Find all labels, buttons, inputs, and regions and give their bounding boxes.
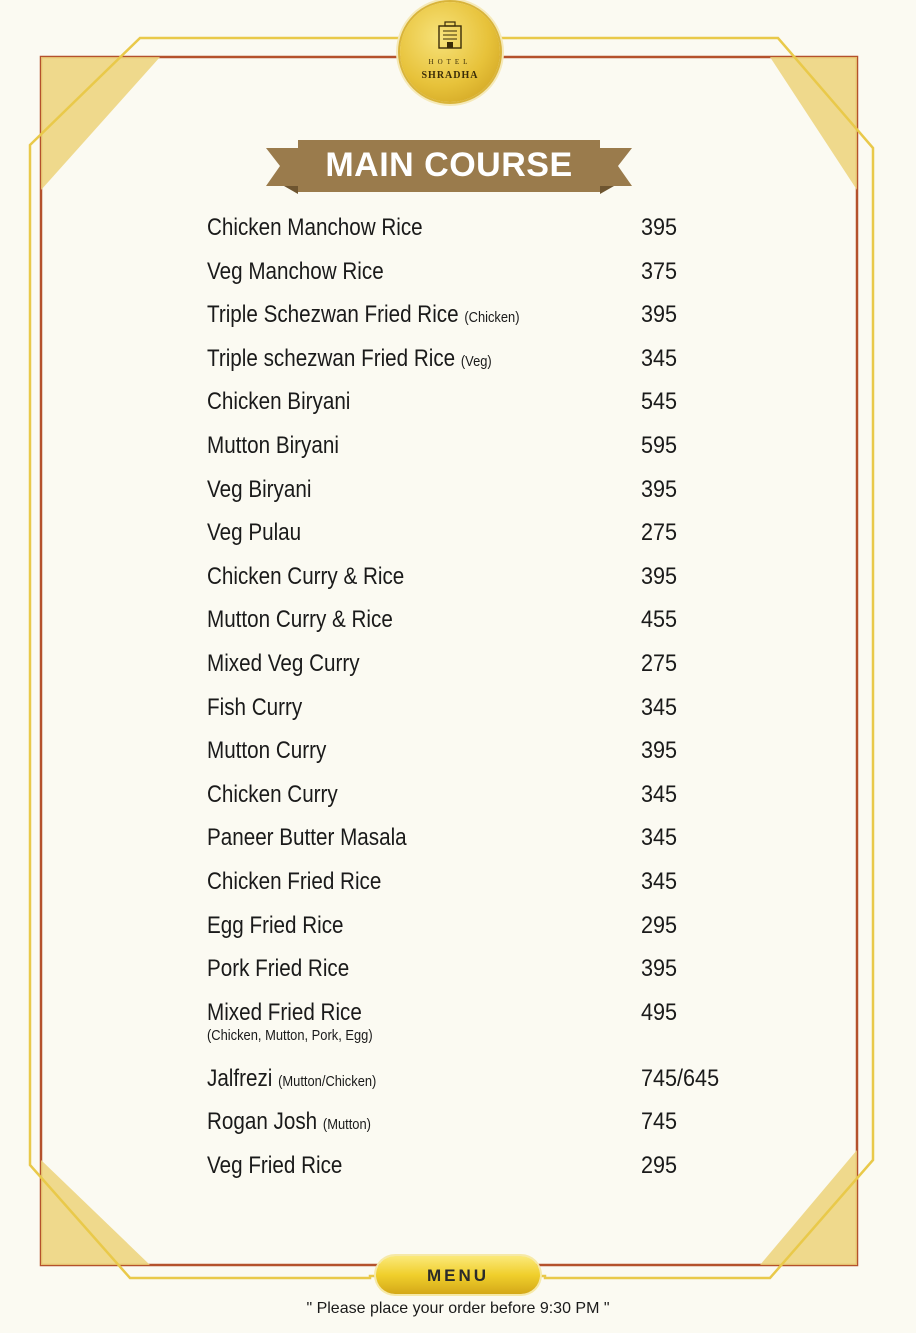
menu-item-name [207, 432, 339, 460]
menu-item-name [207, 694, 302, 722]
menu-item-name-text: Mutton Biryani [207, 431, 339, 459]
menu-item [207, 779, 767, 823]
menu-item-name [207, 214, 423, 242]
menu-item-name [207, 868, 381, 896]
logo-hotel-label: HOTEL [428, 58, 472, 66]
menu-item-name-text: Mixed Veg Curry [207, 649, 360, 677]
menu-item-name-text: Chicken Curry & Rice [207, 562, 405, 590]
menu-item-name [207, 476, 311, 504]
hotel-logo [400, 2, 500, 102]
menu-item-note: (Chicken) [464, 309, 520, 327]
menu-item-price: 345 [641, 780, 678, 808]
menu-item-price: 595 [641, 431, 678, 459]
menu-item [207, 997, 767, 1063]
menu-item-name-text: Triple schezwan Fried Rice [207, 344, 456, 372]
menu-item-name [207, 345, 492, 373]
corner-top-right [770, 57, 857, 190]
menu-item-name [207, 999, 362, 1027]
menu-item [207, 953, 767, 997]
menu-item-name [207, 781, 338, 809]
menu-item-price: 295 [641, 1151, 678, 1179]
menu-item [207, 430, 767, 474]
menu-item [207, 517, 767, 561]
menu-item-name-text: Paneer Butter Masala [207, 824, 407, 852]
menu-item-price: 545 [641, 388, 678, 416]
menu-item-subtitle: (Chicken, Mutton, Pork, Egg) [207, 1026, 373, 1044]
menu-item [207, 386, 767, 430]
menu-item-price: 345 [641, 693, 678, 721]
menu-item [207, 256, 767, 300]
menu-item-name [207, 1108, 371, 1136]
menu-item-name-text: Egg Fried Rice [207, 911, 344, 939]
menu-item-name [207, 912, 344, 940]
menu-item-name-text: Rogan Josh [207, 1108, 318, 1136]
menu-item-name [207, 388, 350, 416]
menu-item-price: 395 [641, 955, 678, 983]
menu-label: MENU [376, 1256, 540, 1294]
menu-item [207, 604, 767, 648]
menu-item-price: 745 [641, 1108, 678, 1136]
menu-item [207, 822, 767, 866]
menu-item-name-text: Veg Pulau [207, 519, 302, 547]
menu-item [207, 1063, 767, 1107]
menu-item-name [207, 1065, 376, 1093]
menu-item-name [207, 258, 384, 286]
building-icon [436, 20, 464, 50]
menu-item [207, 212, 767, 256]
menu-item-name-text: Chicken Curry [207, 780, 338, 808]
menu-item-name-text: Triple Schezwan Fried Rice [207, 301, 459, 329]
logo-hotel-name: SHRADHA [421, 70, 479, 81]
menu-item [207, 474, 767, 518]
page-title: MAIN COURSE [325, 146, 573, 184]
menu-item-name-text: Pork Fried Rice [207, 955, 350, 983]
menu-item-name [207, 650, 360, 678]
menu-item [207, 735, 767, 779]
menu-item-price: 395 [641, 737, 678, 765]
menu-item [207, 299, 767, 343]
menu-item-name-text: Veg Fried Rice [207, 1151, 343, 1179]
menu-item-name [207, 955, 349, 983]
menu-item-name [207, 606, 393, 634]
menu-item-name [207, 519, 301, 547]
corner-bottom-right [760, 1150, 857, 1265]
menu-item-name-text: Veg Manchow Rice [207, 257, 384, 285]
menu-item [207, 648, 767, 692]
menu-item [207, 910, 767, 954]
corner-bottom-left [41, 1160, 150, 1265]
menu-item-price: 275 [641, 519, 678, 547]
menu-item-price: 375 [641, 257, 678, 285]
menu-item-name-text: Chicken Manchow Rice [207, 214, 423, 241]
menu-item-price: 745/645 [641, 1064, 720, 1092]
menu-item-price: 345 [641, 867, 678, 895]
menu-item-name [207, 301, 520, 329]
menu-item-note: (Veg) [460, 352, 492, 370]
menu-item-price: 345 [641, 824, 678, 852]
menu-item-name-text: Mutton Curry & Rice [207, 606, 393, 634]
menu-item-name-text: Chicken Fried Rice [207, 867, 382, 895]
menu-item-price: 395 [641, 301, 678, 329]
menu-item [207, 866, 767, 910]
menu-item-name [207, 1152, 342, 1180]
menu-item-price: 455 [641, 606, 678, 634]
menu-item-price: 295 [641, 911, 678, 939]
menu-item-name-text: Mixed Fried Rice [207, 998, 362, 1026]
menu-item-note: (Mutton/Chicken) [278, 1072, 377, 1090]
menu-item [207, 1150, 767, 1194]
menu-item [207, 561, 767, 605]
menu-item-price: 395 [641, 475, 678, 503]
menu-item-name [207, 737, 326, 765]
menu-item-name-text: Fish Curry [207, 693, 303, 721]
menu-item-name [207, 563, 404, 591]
menu-item-price: 395 [641, 214, 678, 241]
menu-item [207, 343, 767, 387]
menu-item-price: 345 [641, 344, 678, 372]
menu-item [207, 1106, 767, 1150]
menu-item-name-text: Veg Biryani [207, 475, 312, 503]
menu-item-name-text: Chicken Biryani [207, 388, 351, 416]
menu-item-note: (Mutton) [322, 1116, 371, 1134]
menu-item [207, 692, 767, 736]
menu-item-price: 275 [641, 649, 678, 677]
menu-item-name [207, 824, 407, 852]
order-notice: " Please place your order before 9:30 PM " [306, 1300, 610, 1317]
menu-item-price: 395 [641, 562, 678, 590]
menu-item-name-text: Jalfrezi [207, 1064, 273, 1092]
menu-item-price: 495 [641, 998, 678, 1026]
menu-list [207, 212, 767, 1193]
menu-item-name-text: Mutton Curry [207, 737, 327, 765]
